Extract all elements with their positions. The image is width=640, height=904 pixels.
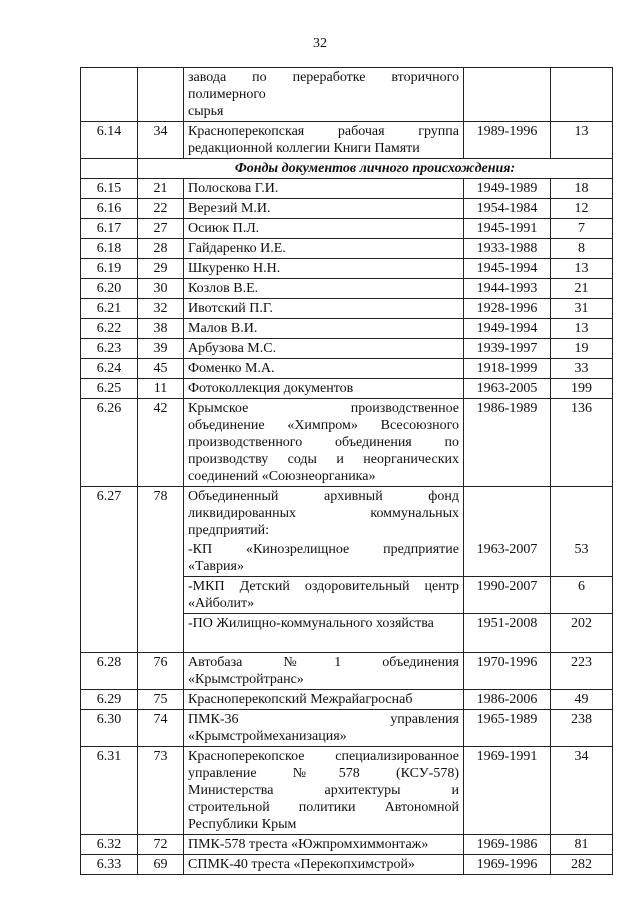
count: 238: [551, 710, 613, 747]
fond-number: 21: [138, 179, 184, 199]
count: 282: [551, 855, 613, 875]
count: 12: [551, 199, 613, 219]
row-number: 6.28: [81, 653, 138, 690]
years: 1986-1989: [464, 399, 551, 487]
fond-name: Фоменко М.А.: [184, 359, 464, 379]
fond-number: 29: [138, 259, 184, 279]
fond-number: 27: [138, 219, 184, 239]
fond-number: 22: [138, 199, 184, 219]
table-row: [81, 359, 613, 379]
table-row: [81, 690, 613, 710]
fond-name: Осиюк П.Л.: [184, 219, 464, 239]
fond-name: Фотоколлекция документов: [184, 379, 464, 399]
fond-name-line: производству соды и неорганических: [188, 452, 459, 467]
fond-name: [184, 122, 464, 159]
fond-name-line: «Крымстроймеханизация»: [188, 729, 347, 744]
fond-number: 72: [138, 835, 184, 855]
fond-name-line: «Крымстройтранс»: [188, 672, 304, 687]
count: 49: [551, 690, 613, 710]
count: 136: [551, 399, 613, 487]
row-number: 6.19: [81, 259, 138, 279]
fond-name: [184, 399, 464, 487]
table-row: [81, 279, 613, 299]
fond-name-line: -ПО Жилищно-коммунального хозяйства: [188, 616, 434, 631]
table-row: [81, 399, 613, 487]
fond-number: 30: [138, 279, 184, 299]
table-row: [81, 319, 613, 339]
count: 21: [551, 279, 613, 299]
sub-fond-name: [184, 540, 464, 577]
fond-number: 76: [138, 653, 184, 690]
fond-number: 73: [138, 747, 184, 835]
years: 1986-2006: [464, 690, 551, 710]
fond-name: Ивотский П.Г.: [184, 299, 464, 319]
fond-name: Малов В.И.: [184, 319, 464, 339]
row-number: 6.25: [81, 379, 138, 399]
fond-number: 11: [138, 379, 184, 399]
count: 13: [551, 122, 613, 159]
table-row: [81, 747, 613, 835]
fond-name-line: «Айболит»: [188, 596, 255, 611]
count: [551, 68, 613, 122]
count: 8: [551, 239, 613, 259]
count: 223: [551, 653, 613, 690]
fond-number: 38: [138, 319, 184, 339]
count: 199: [551, 379, 613, 399]
count: 13: [551, 259, 613, 279]
fond-name-line: Крымское производственное: [188, 401, 459, 416]
count: 81: [551, 835, 613, 855]
fond-name: Арбузова М.С.: [184, 339, 464, 359]
fond-name-line: Министерства архитектуры и: [188, 783, 459, 798]
table-row: [81, 339, 613, 359]
count: 31: [551, 299, 613, 319]
fond-number: 78: [138, 487, 184, 653]
years: 1949-1989: [464, 179, 551, 199]
page-number: 32: [313, 36, 327, 51]
years: [464, 68, 551, 122]
row-number: 6.15: [81, 179, 138, 199]
years: 1928-1996: [464, 299, 551, 319]
row-number: 6.33: [81, 855, 138, 875]
fond-number: 75: [138, 690, 184, 710]
count: 6: [551, 577, 613, 614]
fond-name: [184, 68, 464, 122]
years: 1945-1994: [464, 259, 551, 279]
table-row: [81, 487, 613, 541]
sub-fond-name: [184, 614, 464, 653]
table-row: [81, 379, 613, 399]
table-row: [81, 653, 613, 690]
years: 1918-1999: [464, 359, 551, 379]
years-empty: [464, 487, 551, 541]
section-title: Фонды документов личного происхождения:: [138, 159, 613, 179]
fond-number: 34: [138, 122, 184, 159]
fond-number: 28: [138, 239, 184, 259]
fond-name-line: Красноперекопская рабочая группа: [188, 124, 459, 139]
row-number: 6.21: [81, 299, 138, 319]
fond-name-line: управление №578 (КСУ-578): [188, 766, 459, 781]
fond-name-line: ликвидированных коммунальных: [188, 506, 459, 521]
fond-name: [184, 747, 464, 835]
table-row: [81, 68, 613, 122]
count: 18: [551, 179, 613, 199]
fond-name: ПМК-578 треста «Южпромхиммонтаж»: [184, 835, 464, 855]
row-number: 6.20: [81, 279, 138, 299]
fond-name-line: Красноперекопское специализированное: [188, 749, 459, 764]
table-row: [81, 199, 613, 219]
years: 1939-1997: [464, 339, 551, 359]
row-number: 6.24: [81, 359, 138, 379]
count: 19: [551, 339, 613, 359]
table-row: [81, 122, 613, 159]
fond-number: [138, 68, 184, 122]
years: 1963-2005: [464, 379, 551, 399]
row-number: 6.23: [81, 339, 138, 359]
years: 1965-1989: [464, 710, 551, 747]
table-row: [81, 710, 613, 747]
fond-name: Козлов В.Е.: [184, 279, 464, 299]
empty-cell: [81, 159, 138, 179]
row-number: 6.17: [81, 219, 138, 239]
fond-name-line: редакционной коллегии Книги Памяти: [188, 141, 420, 156]
years: 1954-1984: [464, 199, 551, 219]
fond-number: 42: [138, 399, 184, 487]
table-row: [81, 259, 613, 279]
row-number: 6.27: [81, 487, 138, 653]
fond-name: Гайдаренко И.Е.: [184, 239, 464, 259]
row-number: 6.29: [81, 690, 138, 710]
fond-name-line: сырья: [188, 104, 224, 119]
fond-name-line: завода по переработке вторичного полимерного: [188, 70, 459, 102]
fond-name-line: ПМК-36 управления: [188, 712, 459, 727]
row-number: 6.30: [81, 710, 138, 747]
row-number: 6.18: [81, 239, 138, 259]
years: 1945-1991: [464, 219, 551, 239]
years: 1944-1993: [464, 279, 551, 299]
fond-name-line: Объединенный архивный фонд: [188, 489, 459, 504]
count: 7: [551, 219, 613, 239]
row-number: 6.26: [81, 399, 138, 487]
years: 1969-1996: [464, 855, 551, 875]
fond-name-line: -МКП Детский оздоровительный центр: [188, 579, 459, 594]
table-row: [81, 855, 613, 875]
fond-name-line: Республики Крым: [188, 817, 297, 832]
table-row: [81, 299, 613, 319]
fond-name: [184, 710, 464, 747]
table-row: [81, 219, 613, 239]
fond-name-line: производственного объединения по: [188, 435, 459, 450]
count: 202: [551, 614, 613, 653]
fond-name: [184, 487, 464, 541]
fond-number: 69: [138, 855, 184, 875]
years: 1989-1996: [464, 122, 551, 159]
row-number: 6.32: [81, 835, 138, 855]
row-number: 6.31: [81, 747, 138, 835]
table-row: [81, 179, 613, 199]
row-number: 6.22: [81, 319, 138, 339]
sub-fond-name: [184, 577, 464, 614]
fond-name: Верезий М.И.: [184, 199, 464, 219]
years: 1970-1996: [464, 653, 551, 690]
fond-name: Полоскова Г.И.: [184, 179, 464, 199]
years: 1990-2007: [464, 577, 551, 614]
table-row: [81, 835, 613, 855]
fond-name: СПМК-40 треста «Перекопхимстрой»: [184, 855, 464, 875]
count: 13: [551, 319, 613, 339]
row-number: 6.14: [81, 122, 138, 159]
fond-name: Красноперекопский Межрайагроснаб: [184, 690, 464, 710]
fond-name: [184, 653, 464, 690]
years: 1949-1994: [464, 319, 551, 339]
fond-number: 39: [138, 339, 184, 359]
fond-number: 32: [138, 299, 184, 319]
count: 34: [551, 747, 613, 835]
fond-name: Шкуренко Н.Н.: [184, 259, 464, 279]
count: 53: [551, 540, 613, 577]
archive-funds-table: [80, 67, 613, 875]
fond-name-line: Автобаза №1 объединения: [188, 655, 459, 670]
years: 1969-1986: [464, 835, 551, 855]
fond-name-line: «Таврия»: [188, 559, 244, 574]
section-row: [81, 159, 613, 179]
fond-number: 74: [138, 710, 184, 747]
row-number: 6.16: [81, 199, 138, 219]
years: 1963-2007: [464, 540, 551, 577]
fond-name-line: предприятий:: [188, 523, 270, 538]
years: 1933-1988: [464, 239, 551, 259]
fond-name-line: -КП «Кинозрелищное предприятие: [188, 542, 459, 557]
fond-name-line: строительной политики Автономной: [188, 800, 459, 815]
fond-name-line: объединение «Химпром» Всесоюзного: [188, 418, 459, 433]
years: 1969-1991: [464, 747, 551, 835]
fond-number: 45: [138, 359, 184, 379]
years: 1951-2008: [464, 614, 551, 653]
table-row: [81, 239, 613, 259]
row-number: [81, 68, 138, 122]
count: 33: [551, 359, 613, 379]
fond-name-line: соединений «Союзнеорганика»: [188, 469, 376, 484]
count-empty: [551, 487, 613, 541]
